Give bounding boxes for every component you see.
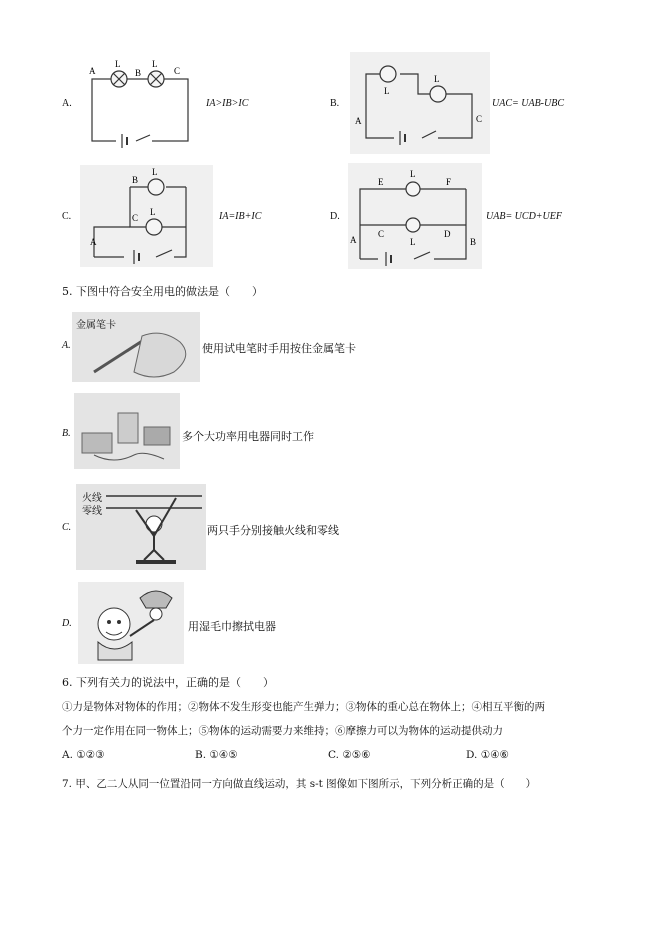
- label-a: A: [350, 235, 357, 245]
- question-7-stem: 7. 甲、乙二人从同一位置沿同一方向做直线运动，其 s-t 图像如下图所示，下列分析正确的是（ ）: [62, 778, 537, 790]
- question-6-choice-d: D. ①④⑥: [466, 749, 509, 761]
- image-label-live-wire: 火线: [82, 493, 102, 504]
- q5-option-d-letter: D.: [62, 618, 72, 629]
- wet-towel-image: [78, 582, 184, 664]
- label-l1: L: [115, 59, 121, 69]
- option-b-letter: B.: [330, 98, 340, 109]
- question-6-stem: 6. 下列有关力的说法中，正确的是（ ）: [62, 676, 274, 689]
- q5-option-a-text: 使用试电笔时手用按住金属笔卡: [202, 342, 356, 355]
- circuit-diagram-d: [348, 163, 482, 269]
- label-l2: L: [150, 207, 156, 217]
- question-6-statements-line-1: ①力是物体对物体的作用；②物体不发生形变也能产生弹力；③物体的重心总在物体上；④相互平衡的两: [62, 701, 545, 713]
- label-l1: L: [152, 167, 158, 177]
- label-c: C: [174, 66, 181, 76]
- option-a-equation: IA>IB>IC: [206, 98, 249, 109]
- option-d-equation: UAB= UCD+UEF: [486, 211, 562, 222]
- option-c-letter: C.: [62, 211, 72, 222]
- label-a: A: [89, 66, 96, 76]
- option-c-equation: IA=IB+IC: [219, 211, 262, 222]
- q5-option-b-text: 多个大功率用电器同时工作: [182, 430, 314, 443]
- label-l2: L: [410, 237, 416, 247]
- label-c: C: [378, 229, 385, 239]
- label-b: B: [132, 175, 139, 185]
- question-6-statements-line-2: 个力一定作用在同一物体上；⑤物体的运动需要力来维持；⑥摩擦力可以为物体的运动提供动力: [62, 725, 503, 737]
- q5-option-c-letter: C.: [62, 522, 72, 533]
- question-6-choice-c: C. ②⑤⑥: [328, 749, 371, 761]
- multiple-appliances-image: [74, 393, 180, 469]
- label-b: B: [470, 237, 477, 247]
- label-l1: L: [384, 86, 390, 96]
- label-b: B: [135, 68, 142, 78]
- image-label-neutral-wire: 零线: [82, 506, 102, 517]
- question-5-stem: 5. 下图中符合安全用电的做法是（ ）: [62, 285, 263, 298]
- option-d-letter: D.: [330, 211, 340, 222]
- option-b-equation: UAC= UAB-UBC: [492, 98, 565, 109]
- test-pen-image: [72, 312, 200, 382]
- label-d: D: [444, 229, 451, 239]
- label-c: C: [132, 213, 139, 223]
- image-label-metal-clip: 金属笔卡: [76, 320, 116, 331]
- label-l2: L: [152, 59, 158, 69]
- label-f: F: [446, 177, 452, 187]
- label-a: A: [90, 237, 97, 247]
- label-a: A: [355, 116, 362, 126]
- touch-live-neutral-image: [76, 484, 206, 570]
- q5-option-c-text: 两只手分别接触火线和零线: [207, 524, 339, 537]
- circuit-diagram-b: [350, 52, 490, 154]
- label-c: C: [476, 114, 483, 124]
- question-6-choice-b: B. ①④⑤: [195, 749, 238, 761]
- label-l1: L: [410, 169, 416, 179]
- option-a-letter: A.: [62, 98, 72, 109]
- circuit-diagram-a: [86, 55, 196, 150]
- q5-option-d-text: 用湿毛巾擦拭电器: [188, 620, 276, 633]
- circuit-diagram-c: [80, 165, 213, 267]
- q5-option-a-letter: A.: [62, 340, 71, 351]
- question-6-choice-a: A. ①②③: [62, 749, 105, 761]
- label-e: E: [378, 177, 384, 187]
- label-l2: L: [434, 74, 440, 84]
- q5-option-b-letter: B.: [62, 428, 71, 439]
